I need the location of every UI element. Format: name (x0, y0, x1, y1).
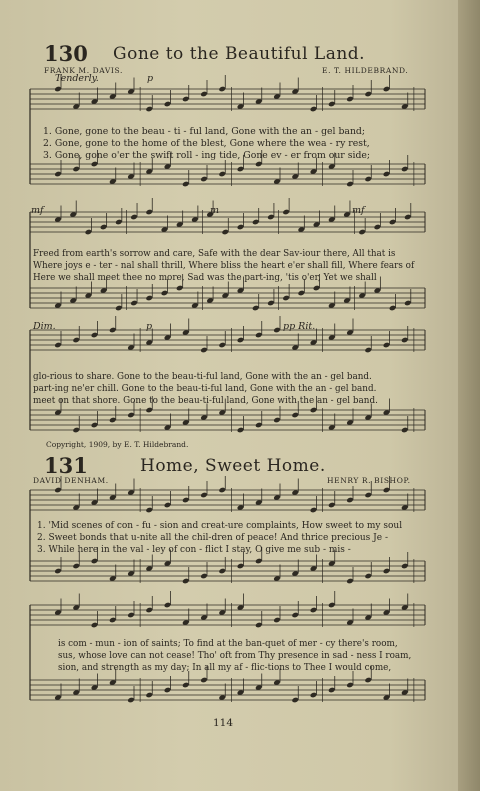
lyric-130-r2-v2: Where joys e - ter - nal shall thrill, Where bliss the heart e'er shall fill, Where fears of (33, 261, 415, 271)
dynamic-pp-rit-130: pp Rit. (283, 321, 316, 332)
copyright-130: Copyright, 1909, by E. T. Hildebrand. (46, 440, 189, 449)
hymn-number-130: 130 (44, 41, 88, 66)
hymn-title-131: Home, Sweet Home. (140, 456, 326, 476)
dynamic-p2-130: p (146, 321, 153, 332)
lyric-131-r2-v3: sion, and strength as my day; In all my af - flic-tions to Thee I would come, (58, 663, 392, 673)
lyric-131-r1-v2: 2. Sweet bonds that u-nite all the chil-dren of peace! And thrice precious Je - (37, 533, 388, 543)
composer-131: HENRY R. BISHOP. (327, 476, 411, 485)
dynamic-dim-130: Dim. (33, 321, 56, 332)
lyric-130-r2-v1: Freed from earth's sorrow and care, Safe with the dear Sav-iour there, All that is (33, 249, 396, 259)
lyric-131-r2-v2: sus, whose love can not cease! Tho' oft from Thy presence in sad - ness I roam, (58, 651, 412, 661)
lyric-131-r2-v1: is com - mun - ion of saints; To find at the ban-quet of mer - cy there's room, (58, 639, 398, 649)
dynamic-p-130: p (147, 73, 154, 84)
lyric-130-r1-v1: 1. Gone, gone to the beau - ti - ful land, Gone with the an - gel band; (43, 126, 366, 137)
dynamic-m-130: m (210, 205, 220, 216)
page-number: 114 (213, 717, 234, 729)
lyric-130-r3-v1: glo-rious to share. Gone to the beau-ti-ful land, Gone with the an - gel band. (33, 372, 372, 382)
tempo-130: Tenderly. (55, 73, 99, 84)
lyric-130-r3-v2: part-ing ne'er chill. Gone to the beau-ti-ful land, Gone with the an - gel band. (33, 384, 377, 394)
lyric-130-r3-v3: meet on that shore. Gone to the beau-ti-ful land, Gone with the an - gel band. (33, 396, 378, 406)
lyric-130-r1-v2: 2. Gone, gone to the home of the blest, Gone where the wea - ry rest, (43, 138, 370, 149)
hymn-title-130: Gone to the Beautiful Land. (113, 44, 366, 64)
hymn-number-131: 131 (44, 453, 88, 478)
lyricist-130: FRANK M. DAVIS. (44, 66, 123, 75)
dynamic-mf-130: mf (31, 205, 44, 216)
lyric-131-r1-v3: 3. While here in the val - ley of con - flict I stay, O give me sub - mis - (37, 545, 351, 555)
composer-130: E. T. HILDEBRAND. (322, 66, 409, 75)
lyric-130-r2-v3: Here we shall meet thee no more, Sad was the part-ing, 'tis o'er, Yet we shall (33, 273, 377, 283)
lyricist-131: DAVID DENHAM. (33, 476, 109, 485)
page-edge (458, 0, 480, 791)
lyric-130-r1-v3: 3. Gone, gone o'er the swift roll - ing tide, Gone ev - er from our side; (43, 150, 371, 161)
lyric-131-r1-v1: 1. 'Mid scenes of con - fu - sion and creat-ure complaints, How sweet to my soul (37, 521, 403, 531)
dynamic-mf2-130: mf (352, 205, 365, 216)
